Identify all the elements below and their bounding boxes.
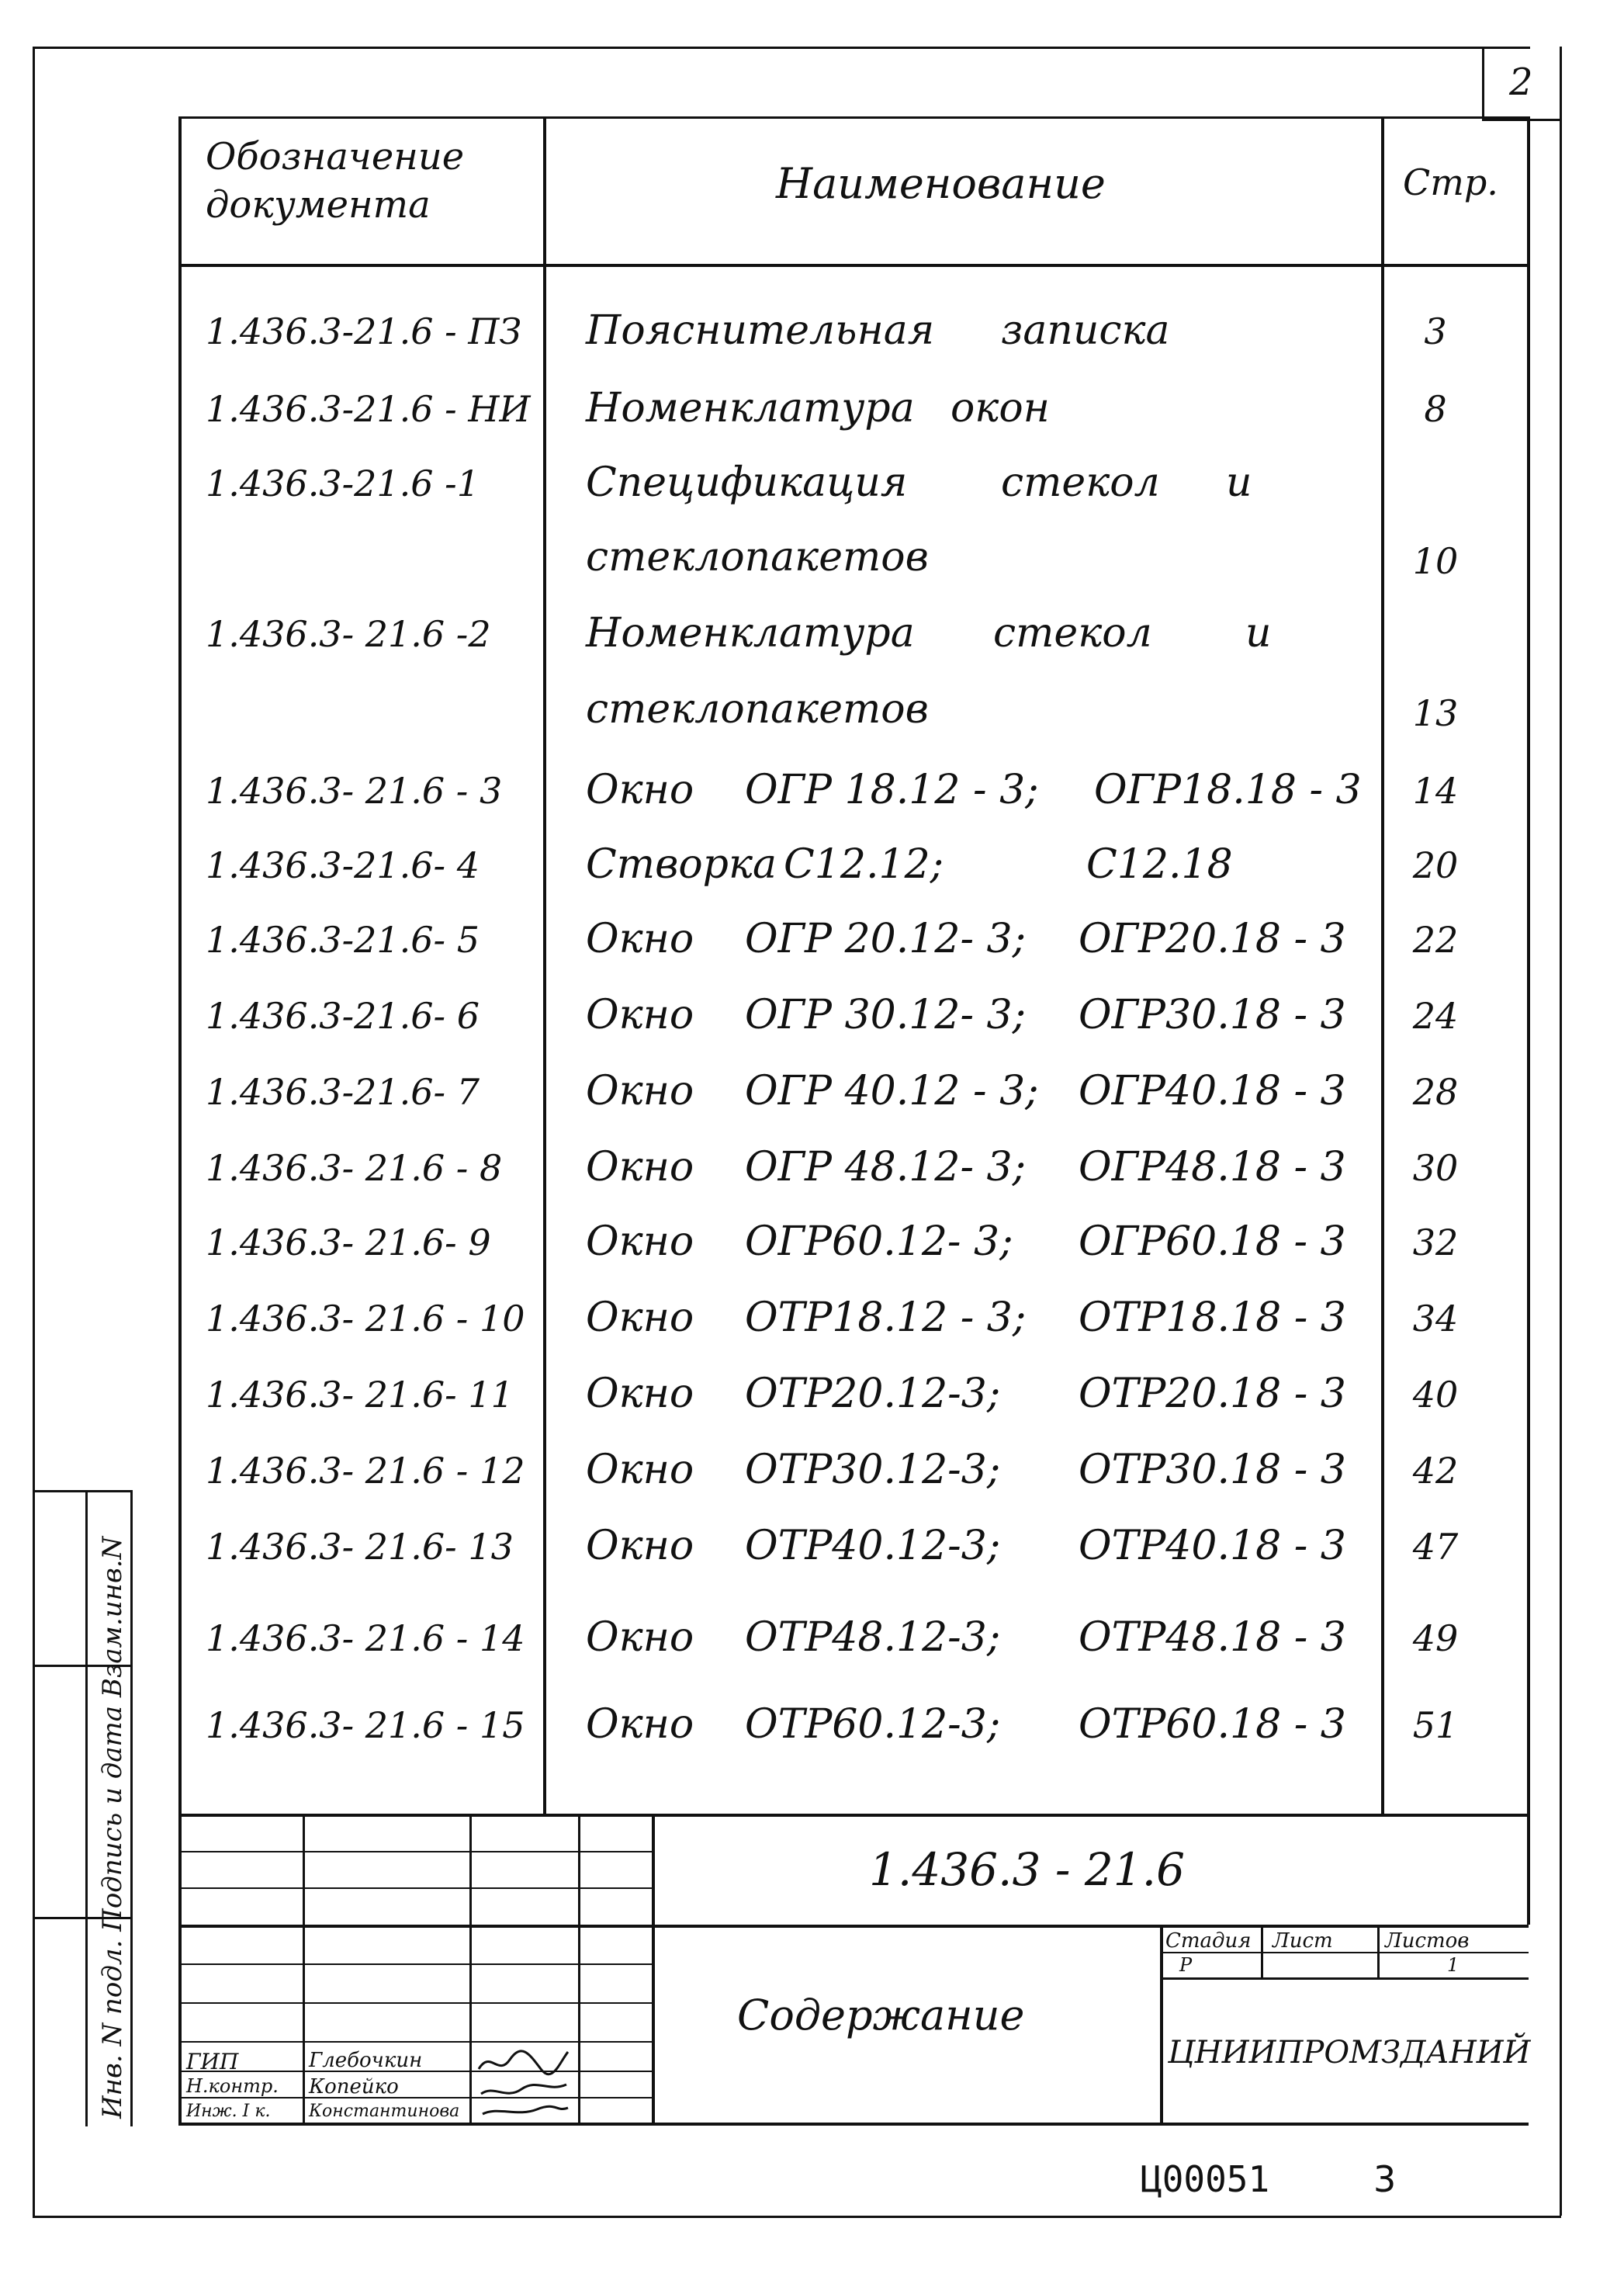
doc-title-part: ОГР18.18 - 3: [1094, 767, 1362, 813]
header-bottom: [178, 264, 1529, 267]
doc-code: 1.436.3-21.6 -1: [206, 463, 480, 504]
tb-grid-h7: [178, 2097, 653, 2098]
tb-bottom: [178, 2123, 1529, 2126]
signer-name: Копейко: [309, 2075, 399, 2098]
doc-code: 1.436.3-21.6- 5: [206, 919, 480, 961]
doc-code: 1.436.3- 21.6 - 8: [206, 1147, 503, 1189]
tb-mid: [178, 1925, 1529, 1928]
stamp-right: [130, 1490, 133, 2126]
header-name: Наименование: [776, 159, 1106, 208]
stage-left: [1160, 1925, 1163, 2125]
page-ref: 13: [1412, 692, 1459, 734]
header-page: Стр.: [1403, 161, 1498, 203]
document-title: Содержание: [737, 1991, 1025, 2040]
page-ref: 32: [1412, 1222, 1459, 1263]
doc-code: 1.436.3- 21.6 -2: [206, 613, 491, 655]
col-divider-1: [543, 116, 546, 1816]
signer-role: Н.контр.: [186, 2075, 279, 2097]
page-ref: 34: [1412, 1298, 1459, 1339]
doc-title-part: ОГР40.18 - 3: [1079, 1068, 1346, 1114]
doc-title: Окно: [586, 767, 694, 813]
doc-code: 1.436.3- 21.6 - 14: [206, 1617, 525, 1659]
doc-title: Окно: [586, 1218, 694, 1265]
doc-title-part: ОТР30.12-3;: [745, 1447, 1001, 1493]
signature-mark: [475, 2046, 572, 2119]
page-ref: 51: [1412, 1704, 1459, 1746]
doc-title-part: ОГР20.18 - 3: [1079, 916, 1346, 962]
page-ref: 30: [1412, 1147, 1459, 1189]
doc-code: 1.436.3- 21.6 - 3: [206, 770, 503, 812]
side-stamp-text: Инв. N подл. Подпись и дата Взам.инв.N: [97, 1536, 128, 2119]
doc-title-part: ОТР48.18 - 3: [1079, 1614, 1346, 1661]
doc-code: 1.436.3-21.6- 4: [206, 844, 480, 886]
doc-title-part: ОТР60.12-3;: [745, 1701, 1001, 1748]
doc-title-part: С12.18: [1086, 841, 1233, 888]
table-left: [178, 116, 182, 1925]
doc-title: Створка: [586, 841, 777, 888]
doc-code: 1.436.3-21.6 - ПЗ: [206, 310, 522, 352]
page-ref: 14: [1412, 770, 1459, 812]
tb-grid-h4: [178, 2002, 653, 2004]
doc-code: 1.436.3- 21.6 - 15: [206, 1704, 525, 1746]
doc-code: 1.436.3- 21.6 - 10: [206, 1298, 525, 1339]
doc-title-part: ОГР 18.12 - 3;: [745, 767, 1039, 813]
doc-title: Окно: [586, 1447, 694, 1493]
doc-code: 1.436.3-21.6 - НИ: [206, 388, 531, 430]
stage-v2: [1377, 1925, 1380, 1979]
sheets-value: 1: [1447, 1954, 1460, 1976]
signer-name: Константинова: [309, 2102, 460, 2121]
doc-title: Окно: [586, 1523, 694, 1569]
sheet-box-left: [1482, 47, 1484, 120]
page-ref: 3: [1424, 310, 1447, 352]
frame-bottom: [33, 2216, 1561, 2218]
stamp-inner-v: [85, 1490, 88, 2126]
doc-title-part: ОГР48.18 - 3: [1079, 1144, 1346, 1190]
doc-title: Окно: [586, 1144, 694, 1190]
doc-title-part: ОТР20.18 - 3: [1079, 1371, 1346, 1417]
doc-title: Окно: [586, 1701, 694, 1748]
doc-code: 1.436.3- 21.6- 11: [206, 1374, 514, 1416]
header-designation-line2: документа: [206, 183, 431, 227]
signer-role: ГИП: [186, 2049, 239, 2074]
doc-title: Окно: [586, 1294, 694, 1341]
frame-right: [1560, 47, 1562, 2216]
header-designation-line1: Обозначение: [206, 135, 465, 178]
sheet-box-bottom: [1482, 119, 1560, 121]
doc-title: Окно: [586, 992, 694, 1038]
doc-title-part: ОТР18.18 - 3: [1079, 1294, 1346, 1341]
doc-title-part: ОГР 30.12- 3;: [745, 992, 1027, 1038]
doc-title: стеклопакетов: [586, 534, 929, 580]
page-ref: 49: [1412, 1617, 1459, 1659]
doc-title-part: ОГР 48.12- 3;: [745, 1144, 1027, 1190]
table-right: [1527, 116, 1530, 1925]
page-ref: 8: [1424, 388, 1447, 430]
stage-value: Р: [1179, 1954, 1193, 1976]
sheets-label: Листов: [1385, 1929, 1470, 1953]
doc-title: Окно: [586, 1371, 694, 1417]
sheet-label: Лист: [1273, 1929, 1333, 1953]
doc-title: Спецификация: [586, 459, 908, 506]
stage-h2: [1160, 1977, 1529, 1980]
col-divider-2: [1381, 116, 1384, 1816]
doc-title-part: ОГР 20.12- 3;: [745, 916, 1027, 962]
doc-title-part: окон: [951, 385, 1050, 431]
organization-name: ЦНИИПРОМЗДАНИЙ: [1168, 2035, 1531, 2071]
doc-title-part: ОГР30.18 - 3: [1079, 992, 1346, 1038]
page-ref: 28: [1412, 1071, 1459, 1113]
doc-title: Окно: [586, 916, 694, 962]
frame-left-outer: [33, 47, 35, 2216]
page-ref: 24: [1412, 995, 1459, 1037]
doc-code: 1.436.3-21.6- 6: [206, 995, 480, 1037]
doc-code: 1.436.3- 21.6 - 12: [206, 1450, 525, 1492]
page-ref: 22: [1412, 919, 1459, 961]
tb-grid-h5: [178, 2041, 653, 2043]
doc-title-part: стекол: [1001, 459, 1160, 506]
tb-grid-h1: [178, 1851, 653, 1852]
doc-title-part: ОГР60.12- 3;: [745, 1218, 1013, 1265]
page-ref: 42: [1412, 1450, 1459, 1492]
doc-title-part: ОТР20.12-3;: [745, 1371, 1001, 1417]
doc-title-part: и: [1226, 459, 1252, 506]
tb-grid-v4: [652, 1814, 655, 2124]
footer-code: Ц00051: [1141, 2158, 1270, 2200]
doc-title: Номенклатура: [586, 610, 915, 657]
tb-grid-h2: [178, 1887, 653, 1889]
doc-title-part: ОГР 40.12 - 3;: [745, 1068, 1039, 1114]
tb-grid-v3: [578, 1814, 580, 2124]
doc-title-part: ОТР18.12 - 3;: [745, 1294, 1027, 1341]
stage-v1: [1261, 1925, 1263, 1979]
frame-top: [33, 47, 1530, 49]
table-top: [178, 116, 1529, 119]
doc-title: Пояснительная: [586, 307, 935, 354]
doc-title-part: ОТР60.18 - 3: [1079, 1701, 1346, 1748]
doc-title-part: ОТР40.18 - 3: [1079, 1523, 1346, 1569]
page-ref: 47: [1412, 1526, 1459, 1568]
tb-left: [178, 1814, 182, 2124]
doc-title: стеклопакетов: [586, 686, 929, 733]
doc-title: Номенклатура: [586, 385, 915, 431]
page-ref: 20: [1412, 844, 1459, 886]
page-ref: 40: [1412, 1374, 1459, 1416]
doc-code: 1.436.3- 21.6- 13: [206, 1526, 514, 1568]
document-designation: 1.436.3 - 21.6: [869, 1843, 1185, 1896]
doc-title-part: ОГР60.18 - 3: [1079, 1218, 1346, 1265]
doc-title: Окно: [586, 1614, 694, 1661]
doc-title-part: записка: [1001, 307, 1170, 354]
doc-title-part: стекол: [993, 610, 1152, 657]
footer-page: 3: [1373, 2158, 1397, 2200]
list-bottom: [178, 1814, 1529, 1817]
sheet-number: 2: [1509, 61, 1533, 104]
doc-title-part: и: [1245, 610, 1272, 657]
doc-title: Окно: [586, 1068, 694, 1114]
doc-code: 1.436.3-21.6- 7: [206, 1071, 480, 1113]
doc-title-part: С12.12;: [784, 841, 944, 888]
tb-grid-v2: [469, 1814, 472, 2124]
doc-title-part: ОТР40.12-3;: [745, 1523, 1001, 1569]
doc-title-part: ОТР30.18 - 3: [1079, 1447, 1346, 1493]
signer-role: Инж. I к.: [186, 2102, 271, 2121]
tb-grid-v1: [303, 1814, 305, 2124]
tb-grid-h3: [178, 1963, 653, 1965]
doc-title-part: ОТР48.12-3;: [745, 1614, 1001, 1661]
signer-name: Глебочкин: [309, 2049, 423, 2072]
page-ref: 10: [1412, 540, 1459, 582]
stamp-top: [33, 1490, 132, 1492]
stage-label: Стадия: [1165, 1929, 1252, 1953]
doc-code: 1.436.3- 21.6- 9: [206, 1222, 491, 1263]
